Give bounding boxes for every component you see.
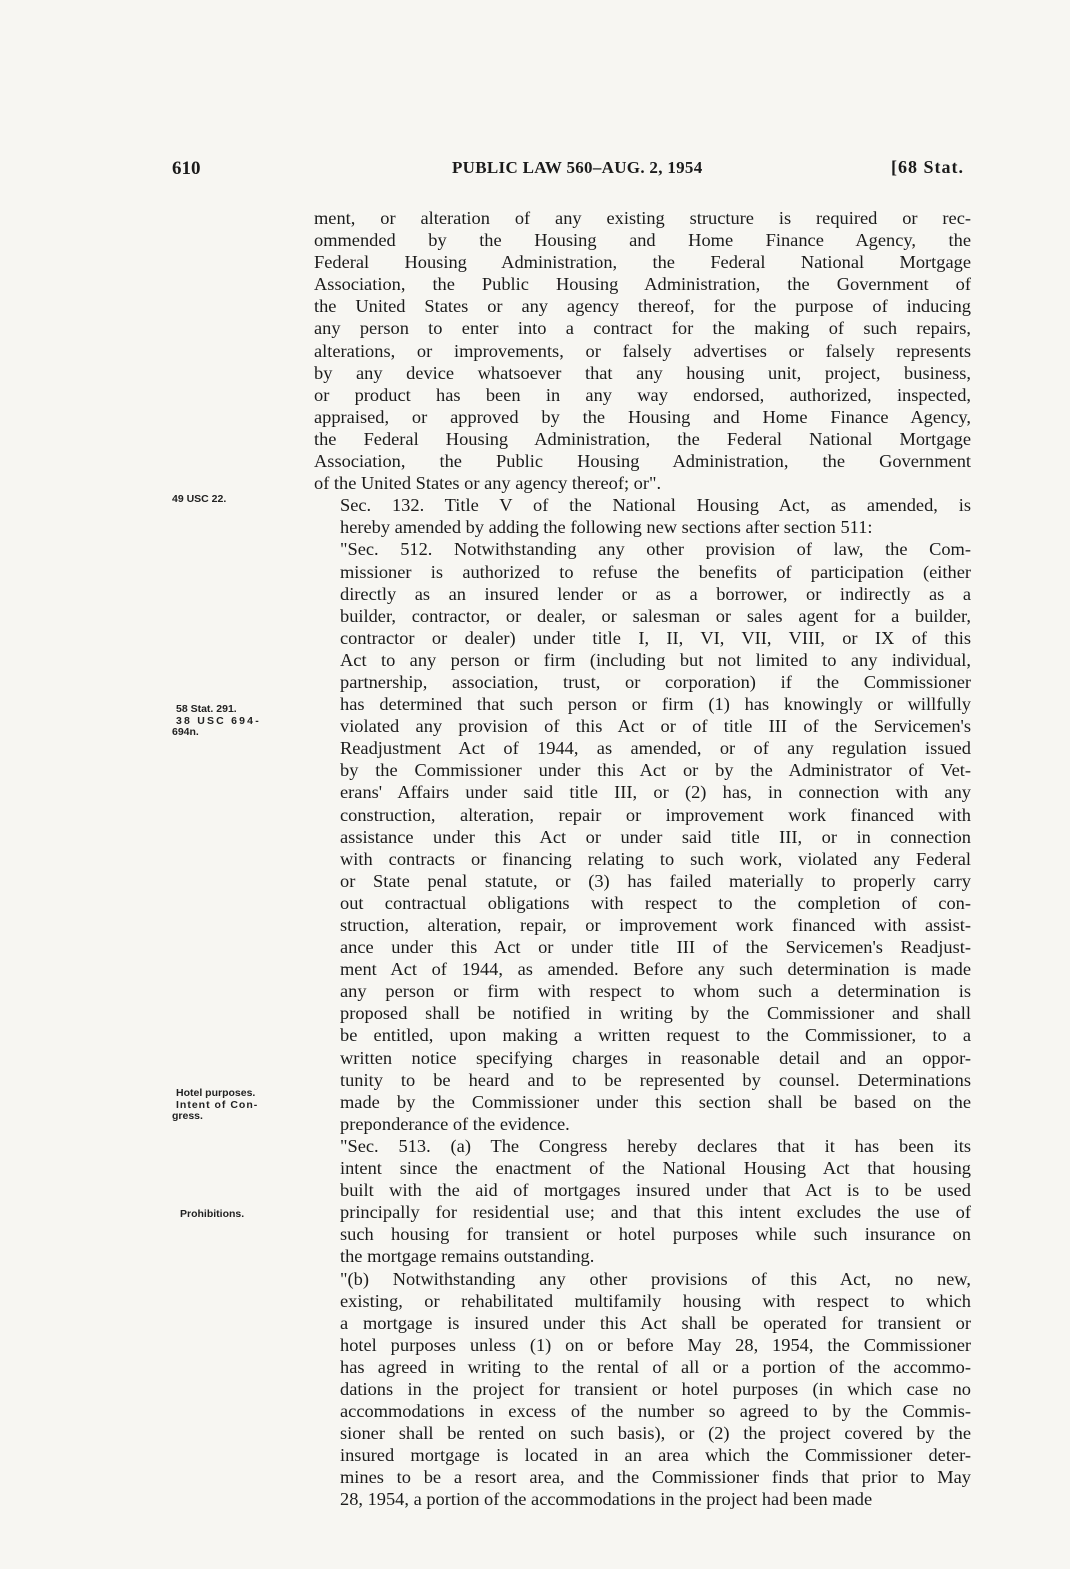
statute-body-text <box>314 207 971 1511</box>
page-number: 610 <box>172 158 201 179</box>
text-line: any person to enter into a contract for the making of such repairs, <box>314 318 971 339</box>
text-line: by the Commissioner under this Act or by the Administrator of Vet- <box>340 760 971 781</box>
margin-note-line: gress. <box>172 1110 203 1122</box>
text-line: insured mortgage is located in an area which the Commissioner deter- <box>340 1445 971 1466</box>
text-line: violated any provision of this Act or of title III of the Servicemen's <box>340 716 971 737</box>
text-line: directly as an insured lender or as a borrower, or indirectly as a <box>340 583 971 604</box>
text-line: Readjustment Act of 1944, as amended, or of any regulation issued <box>340 738 971 759</box>
paragraph <box>314 1268 971 1511</box>
text-line: principally for residential use; and that this intent excludes the use of <box>340 1202 971 1223</box>
text-line: hotel purposes unless (1) on or before May 28, 1954, the Commissioner <box>340 1334 971 1355</box>
text-line: the mortgage remains outstanding. <box>340 1246 595 1267</box>
margin-note-hotel-purposes <box>172 1087 259 1123</box>
text-line: alterations, or improvements, or falsely advertises or falsely represents <box>314 340 971 361</box>
margin-note-line: Hotel purposes. <box>176 1087 256 1099</box>
text-line: proposed shall be notified in writing by the Commissioner and shall <box>340 1003 971 1024</box>
text-line: contractor or dealer) under title I, II, VI, VII, VIII, or IX of this <box>340 627 971 648</box>
text-line: "Sec. 513. (a) The Congress hereby declares that it has been its <box>340 1135 971 1156</box>
text-line: made by the Commissioner under this section shall be based on the <box>340 1091 971 1112</box>
text-line: Act to any person or firm (including but not limited to any individual, <box>340 649 971 670</box>
text-line: preponderance of the evidence. <box>340 1113 570 1134</box>
text-line: by any device whatsoever that any housing unit, project, business, <box>314 362 971 383</box>
text-line: existing, or rehabilitated multifamily housing with respect to which <box>340 1290 971 1311</box>
paragraph <box>314 1135 971 1268</box>
text-line: mines to be a resort area, and the Commissioner finds that prior to May <box>340 1467 971 1488</box>
text-line: tunity to be heard and to be represented by counsel. Determinations <box>340 1069 971 1090</box>
text-line: appraised, or approved by the Housing and Home Finance Agency, <box>314 406 971 427</box>
text-line: ment Act of 1944, as amended. Before any such determination is made <box>340 959 971 980</box>
volume-reference: [68 Stat. <box>891 157 964 177</box>
text-line: "(b) Notwithstanding any other provisions of this Act, no new, <box>340 1268 971 1289</box>
text-line: assistance under this Act or under said title III, or in connection <box>340 826 971 847</box>
text-line: a mortgage is insured under this Act shall be operated for transient or <box>340 1312 971 1333</box>
text-line: Sec. 132. Title V of the National Housing Act, as amended, is <box>340 495 971 516</box>
text-line: written notice specifying charges in reasonable detail and an oppor- <box>340 1047 971 1068</box>
text-line: has agreed in writing to the rental of all or a portion of the accommo- <box>340 1356 971 1377</box>
paragraph <box>314 538 971 1135</box>
margin-note-line: 694n. <box>172 726 199 738</box>
margin-note-line: 38 USC 694- <box>176 714 261 727</box>
page-header <box>0 158 1070 182</box>
text-line: struction, alteration, repair, or improvement work financed with assist- <box>340 915 971 935</box>
text-line: built with the aid of mortgages insured under that Act is to be used <box>340 1180 971 1201</box>
text-line: 28, 1954, a portion of the accommodations in the project had been made <box>340 1489 873 1510</box>
text-line: erans' Affairs under said title III, or (2) has, in connection with any <box>340 782 971 803</box>
paragraph <box>314 494 971 538</box>
text-line: be entitled, upon making a written request to the Commissioner, to a <box>340 1025 971 1046</box>
text-line: ance under this Act or under title III of the Servicemen's Readjust- <box>340 937 971 958</box>
margin-note-line: Intent of Con- <box>176 1098 259 1111</box>
text-line: or product has been in any way endorsed, authorized, inspected, <box>314 384 971 405</box>
text-line: hereby amended by adding the following new sections after section 511: <box>340 517 873 538</box>
text-line: the United States or any agency thereof, for the purpose of inducing <box>314 296 971 317</box>
text-line: construction, alteration, repair or improvement work financed with <box>340 804 971 825</box>
text-line: Association, the Public Housing Administration, the Government <box>314 451 971 472</box>
text-line: Association, the Public Housing Administration, the Government of <box>314 274 971 295</box>
text-line: intent since the enactment of the National Housing Act that housing <box>340 1158 971 1179</box>
text-line: partnership, association, trust, or corporation) if the Commissioner <box>340 671 971 692</box>
margin-note-49-usc-22: 49 USC 22. <box>172 493 227 505</box>
text-line: with contracts or financing relating to such work, violated any Federal <box>340 848 971 869</box>
running-title: PUBLIC LAW 560–AUG. 2, 1954 <box>452 158 703 177</box>
text-line: dations in the project for transient or hotel purposes (in which case no <box>340 1378 971 1399</box>
text-line: accommodations in excess of the number so agreed to by the Commis- <box>340 1401 971 1422</box>
text-line: such housing for transient or hotel purposes while such insurance on <box>340 1224 971 1245</box>
margin-note-line: 58 Stat. 291. <box>176 703 237 715</box>
text-line: out contractual obligations with respect to the completion of con- <box>340 892 971 913</box>
text-line: ment, or alteration of any existing structure is required or rec- <box>314 208 971 228</box>
text-line: or State penal statute, or (3) has failed materially to properly carry <box>340 870 971 891</box>
text-line: Federal Housing Administration, the Federal National Mortgage <box>314 252 971 273</box>
text-line: ommended by the Housing and Home Finance Agency, the <box>314 230 971 251</box>
text-line: builder, contractor, or dealer, or salesman or sales agent for a builder, <box>340 605 971 626</box>
text-line: of the United States or any agency thereof; or". <box>314 473 662 494</box>
text-line: has determined that such person or firm (1) has knowingly or willfully <box>340 694 971 715</box>
text-line: sioner shall be rented on such basis), or (2) the project covered by the <box>340 1423 971 1444</box>
text-line: missioner is authorized to refuse the benefits of participation (either <box>340 561 971 582</box>
margin-note-prohibitions: Prohibitions. <box>180 1208 245 1220</box>
text-line: any person or firm with respect to whom such a determination is <box>340 981 971 1002</box>
paragraph <box>314 207 971 494</box>
margin-note-58-stat-291 <box>172 703 261 739</box>
text-line: the Federal Housing Administration, the Federal National Mortgage <box>314 428 971 449</box>
text-line: "Sec. 512. Notwithstanding any other provision of law, the Com- <box>340 539 971 560</box>
